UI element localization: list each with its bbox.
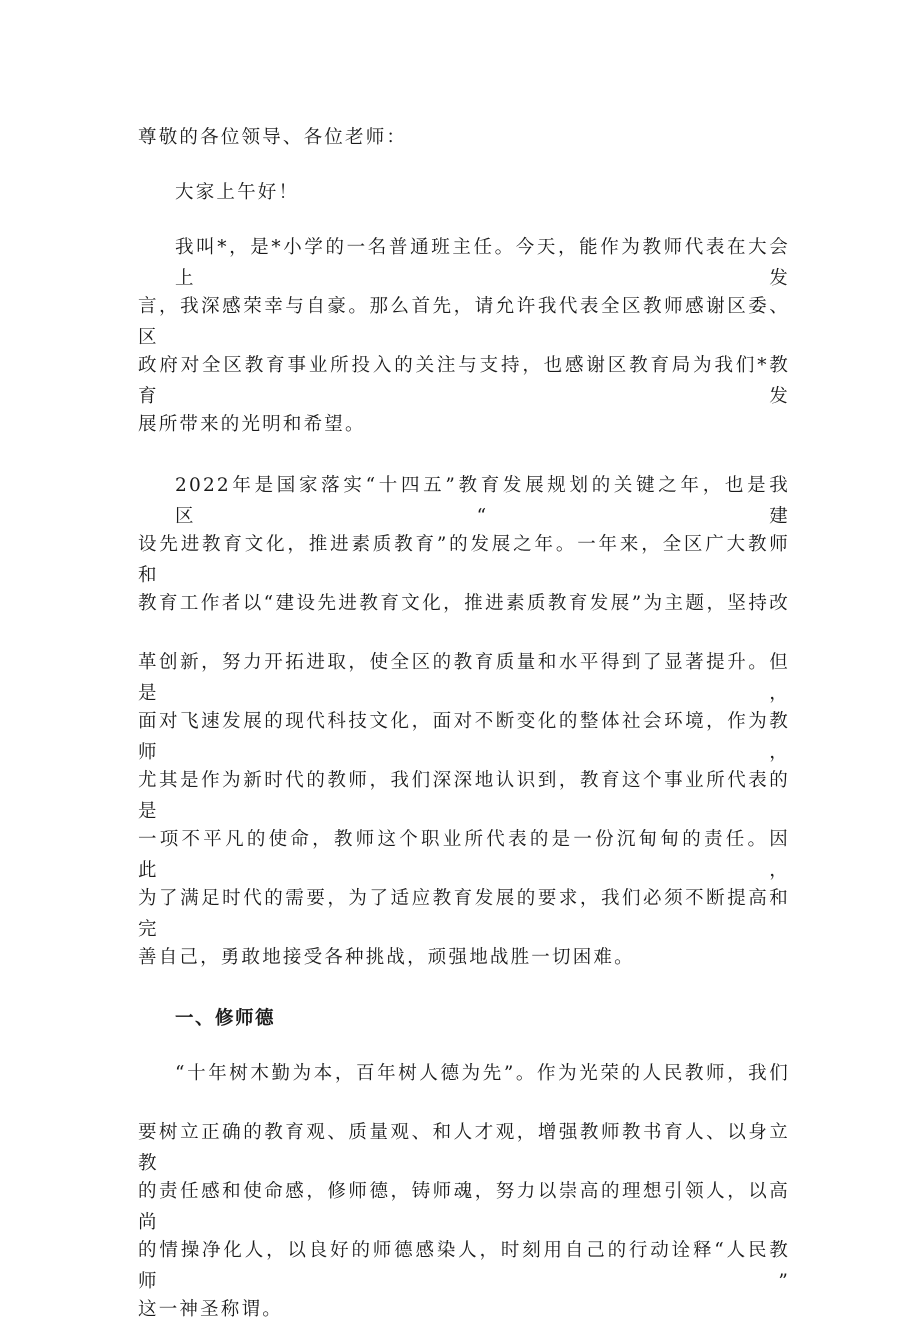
intro-paragraph	[138, 232, 790, 440]
salutation: 尊敬的各位领导、各位老师：	[138, 127, 408, 148]
section1-paragraph	[138, 1058, 790, 1325]
plan-paragraph	[138, 470, 790, 973]
paragraph-line: 2022年是国家落实“十四五”教育发展规划的关键之年，也是我区“建	[175, 475, 790, 527]
paragraph-line: 面对飞速发展的现代科技文化，面对不断变化的整体社会环境，作为教师，	[138, 711, 790, 763]
paragraph-line: 革创新，努力开拓进取，使全区的教育质量和水平得到了显著提升。但是，	[138, 652, 790, 704]
paragraph-line: 我叫*，是*小学的一名普通班主任。今天，能作为教师代表在大会上发	[175, 237, 790, 289]
greeting: 大家上午好！	[175, 182, 300, 203]
paragraph-line: 的责任感和使命感，修师德，铸师魂，努力以崇高的理想引领人，以高尚	[138, 1181, 790, 1233]
paragraph-line: 展所带来的光明和希望。	[138, 414, 366, 435]
section-heading: 一、修师德	[175, 1008, 276, 1029]
speech-text	[138, 122, 790, 1325]
paragraph-line: 善自己，勇敢地接受各种挑战，顽强地战胜一切困难。	[138, 947, 635, 968]
paragraph-line: 言，我深感荣幸与自豪。那么首先，请允许我代表全区教师感谢区委、区	[138, 296, 790, 348]
paragraph-line: 为了满足时代的需要，为了适应教育发展的要求，我们必须不断提高和完	[138, 888, 790, 940]
paragraph-line: 一项不平凡的使命，教师这个职业所代表的是一份沉甸甸的责任。因此，	[138, 829, 790, 881]
paragraph-line: 设先进教育文化，推进素质教育”的发展之年。一年来，全区广大教师和	[138, 534, 790, 586]
paragraph-line: 的情操净化人，以良好的师德感染人，时刻用自己的行动诠释“人民教师”	[138, 1240, 790, 1292]
paragraph-line: 教育工作者以“建设先进教育文化，推进素质教育发展”为主题，坚持改	[138, 593, 790, 614]
paragraph-line: 这一神圣称谓。	[138, 1299, 283, 1320]
paragraph-line: 要树立正确的教育观、质量观、和人才观，增强教师教书育人、以身立教	[138, 1122, 790, 1174]
paragraph-line: 尤其是作为新时代的教师，我们深深地认识到，教育这个事业所代表的是	[138, 770, 790, 822]
paragraph-line: “十年树木勤为本，百年树人德为先”。作为光荣的人民教师，我们	[175, 1063, 790, 1084]
paragraph-line: 政府对全区教育事业所投入的关注与支持，也感谢区教育局为我们*教育发	[138, 355, 790, 407]
